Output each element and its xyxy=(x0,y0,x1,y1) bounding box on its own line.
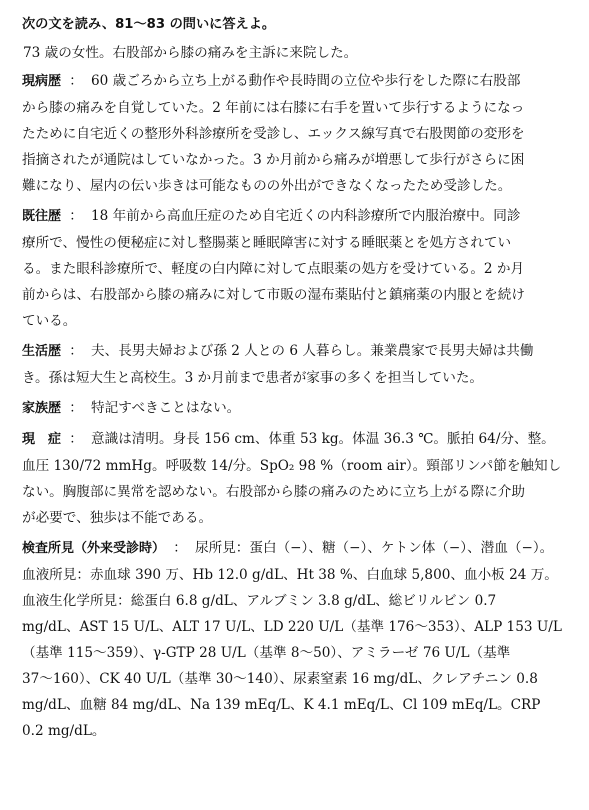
section-label: 検査所見（外来受診時） xyxy=(22,541,166,556)
section-family-history xyxy=(22,395,571,422)
section-line: （基準 115〜359）、γ-GTP 28 U/L（基準 8〜50）、アミラーゼ 76 U/L（基準 xyxy=(22,645,511,661)
section-past-history xyxy=(22,203,571,334)
case-summary: 73 歳の女性。右股部から膝の痛みを主訴に来院した。 xyxy=(23,45,358,61)
question-instruction: 次の文を読み、81〜83 の問いに答えよ。 xyxy=(22,17,276,32)
section-line: 18 年前から高血圧症のため自宅近くの内科診療所で内服治療中。同診 xyxy=(91,208,521,224)
section-line: る。また眼科診療所で、軽度の白内障に対して点眼薬の処方を受けている。2 か月 xyxy=(22,261,525,277)
section-line: 37〜160）、CK 40 U/L（基準 30〜140）、尿素窒素 16 mg/dL、クレアチニン 0.8 xyxy=(22,671,538,687)
section-physical-findings xyxy=(22,426,571,531)
section-label: 生活歴 xyxy=(22,344,62,359)
section-label: 現 症 xyxy=(22,432,62,447)
section-line: 尿所見：蛋白（−）、糖（−）、ケトン体（−）、潜血（−）。 xyxy=(195,540,554,556)
section-line: 意識は清明。身長 156 cm、体重 53 kg。体温 36.3 ℃。脈拍 64/分、整。 xyxy=(91,431,555,447)
section-line: 血圧 130/72 mmHg。呼吸数 14/分。SpO₂ 98 %（room air）。頸部リンパ節を触知し xyxy=(22,458,562,474)
section-line: 血液生化学所見：総蛋白 6.8 g/dL、アルブミン 3.8 g/dL、総ビリルビン 0.7 xyxy=(22,593,497,609)
section-line: 0.2 mg/dL。 xyxy=(22,723,106,739)
section-line: ない。胸腹部に異常を認めない。右股部から膝の痛みのために立ち上がる際に介助 xyxy=(22,484,525,500)
section-line: 60 歳ごろから立ち上がる動作や長時間の立位や歩行をした際に右股部 xyxy=(91,73,521,89)
section-label: 既往歴 xyxy=(22,209,62,224)
section-line: き。孫は短大生と高校生。3 か月前まで患者が家事の多くを担当していた。 xyxy=(22,370,484,386)
section-line: ている。 xyxy=(22,313,77,329)
section-line: 血液所見：赤血球 390 万、Hb 12.0 g/dL、Ht 38 %、白血球 5,800、血小板 24 万。 xyxy=(22,567,558,583)
section-line: 療所で、慢性の便秘症に対し整腸薬と睡眠障害に対する睡眠薬とを処方されてい xyxy=(22,235,512,251)
section-colon: ： xyxy=(173,540,187,556)
section-lab-findings xyxy=(22,535,571,744)
section-line: が必要で、独歩は不能である。 xyxy=(22,510,213,526)
section-present-illness xyxy=(22,68,571,199)
section-line: 前からは、右股部から膝の痛みに対して市販の湿布薬貼付と鎮痛薬の内服とを続け xyxy=(22,287,525,303)
section-colon: ： xyxy=(69,73,83,89)
section-label: 家族歴 xyxy=(22,401,62,416)
section-line: 夫、長男夫婦および孫 2 人との 6 人暮らし。兼業農家で長男夫婦は共働 xyxy=(91,343,534,359)
section-colon: ： xyxy=(69,208,83,224)
section-colon: ： xyxy=(69,400,83,416)
section-line: mg/dL、血糖 84 mg/dL、Na 139 mEq/L、K 4.1 mEq/L、Cl 109 mEq/L。CRP xyxy=(22,697,541,713)
section-line: たために自宅近くの整形外科診療所を受診し、エックス線写真で右股関節の変形を xyxy=(22,126,525,142)
section-line: 難になり、屋内の伝い歩きは可能なものの外出ができなくなったため受診した。 xyxy=(22,178,512,194)
section-label: 現病歴 xyxy=(22,74,62,89)
section-line: mg/dL、AST 15 U/L、ALT 17 U/L、LD 220 U/L（基準 176〜353）、ALP 153 U/L xyxy=(22,619,562,635)
section-line: 特記すべきことはない。 xyxy=(91,400,241,416)
section-social-history xyxy=(22,338,571,391)
section-line: 指摘されたが通院はしていなかった。3 か月前から痛みが増悪して歩行がさらに困 xyxy=(22,152,525,168)
section-colon: ： xyxy=(69,343,83,359)
section-colon: ： xyxy=(69,431,83,447)
section-line: から膝の痛みを自覚していた。2 年前には右膝に右手を置いて歩行するようになっ xyxy=(22,100,525,116)
